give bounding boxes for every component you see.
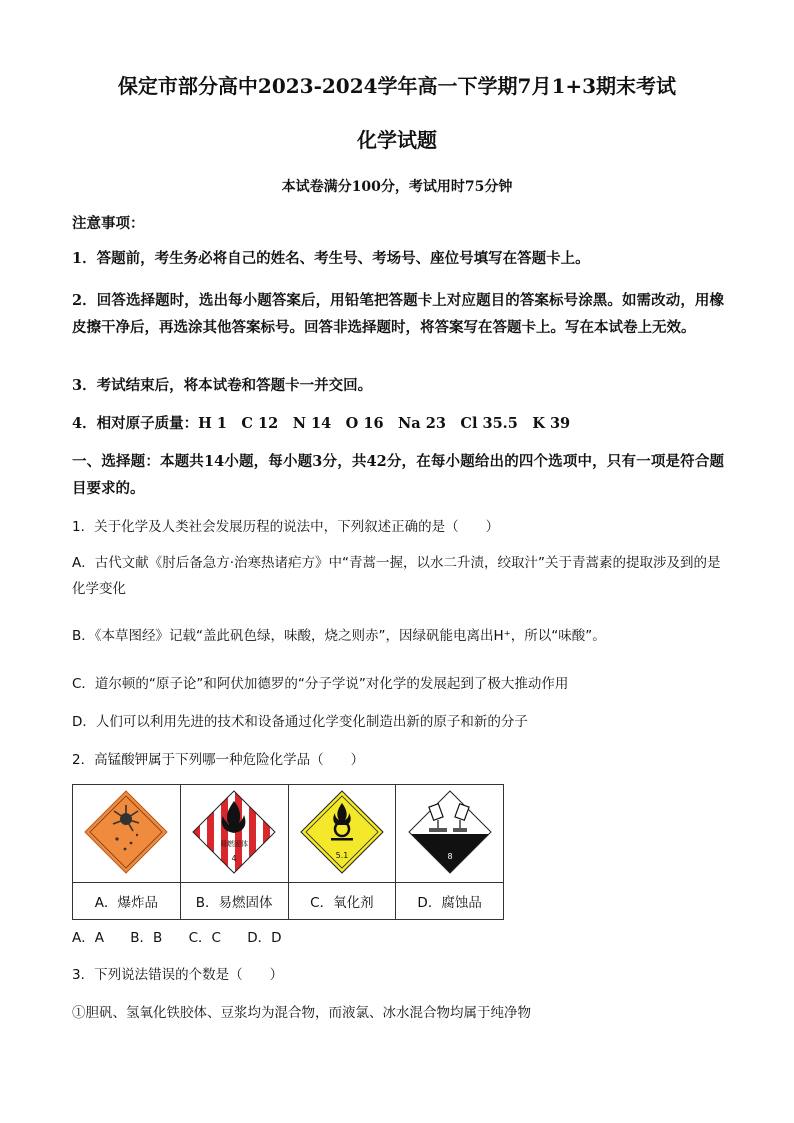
explosive-sign-icon [81, 787, 171, 877]
q3-item-1: ①胆矾、氢氧化铁胶体、豆浆均为混合物，而液氯、冰水混合物均属于纯净物 [72, 1005, 531, 1021]
q2-choice-c: C．C [188, 930, 221, 946]
q1-stem: 1．关于化学及人类社会发展历程的说法中，下列叙述正确的是（ ） [72, 519, 500, 535]
q1-option-b: B．《本草图经》记载“盖此矾色绿，味酸，烧之则赤”，因绿矾能电离出H⁺，所以“味酸”。 [72, 628, 606, 644]
q2-choices [72, 926, 304, 946]
sign-d-number: 8 [447, 851, 453, 861]
hazard-cell-c [288, 785, 396, 883]
sign-b-text: 易燃固体 [220, 839, 249, 848]
q2-choice-d: D．D [247, 930, 282, 946]
oxidizer-sign-icon [297, 787, 387, 877]
subject-title: 化学试题 [357, 128, 437, 152]
corrosive-sign-icon [405, 787, 495, 877]
q1-option-a: A．古代文献《肘后备急方·治寒热诸疟方》中“青蒿一握，以水二升渍，绞取汁”关于青蒿素的提取涉及到的是化学变化 [72, 555, 721, 597]
q2-choice-a: A．A [72, 930, 104, 946]
note-item-2: 2．回答选择题时，选出每小题答案后，用铅笔把答题卡上对应题目的答案标号涂黑。如需改动，用橡皮擦干净后，再选涂其他答案标号。回答非选择题时，将答案写在答题卡上。写在本试卷上无效。 [72, 292, 724, 336]
sign-c-number: 5.1 [335, 850, 349, 860]
q2-choice-b: B．B [130, 930, 163, 946]
q2-stem: 2．高锰酸钾属于下列哪一种危险化学品（ ） [72, 752, 365, 768]
q1-option-d: D．人们可以利用先进的技术和设备通过化学变化制造出新的原子和新的分子 [72, 714, 528, 730]
hazard-sign-table [72, 784, 504, 920]
hazard-cell-d [396, 785, 504, 883]
note-item-1: 1．答题前，考生务必将自己的姓名、考生号、考场号、座位号填写在答题卡上。 [72, 250, 590, 267]
hazard-label-b: B．易燃固体 [180, 883, 288, 920]
notes-heading: 注意事项： [72, 215, 145, 232]
section-heading: 一、选择题：本题共14小题，每小题3分，共42分，在每小题给出的四个选项中，只有一项是符合题目要求的。 [72, 453, 724, 497]
exam-info: 本试卷满分100分，考试用时75分钟 [281, 179, 513, 195]
hazard-cell-b [180, 785, 288, 883]
flammable-solid-sign-icon [189, 787, 279, 877]
note-item-4: 4．相对原子质量：H 1 C 12 N 14 O 16 Na 23 Cl 35.5 K 39 [72, 415, 571, 432]
q3-stem: 3．下列说法错误的个数是（ ） [72, 967, 284, 983]
sign-b-number: 4 [231, 853, 237, 863]
q1-option-c: C．道尔顿的“原子论”和阿伏加德罗的“分子学说”对化学的发展起到了极大推动作用 [72, 676, 569, 692]
exam-title: 保定市部分高中2023-2024学年高一下学期7月1+3期末考试 [117, 74, 677, 98]
hazard-label-d: D．腐蚀品 [396, 883, 504, 920]
hazard-cell-a [73, 785, 181, 883]
note-item-3: 3．考试结束后，将本试卷和答题卡一并交回。 [72, 377, 373, 394]
hazard-label-a: A．爆炸品 [73, 883, 181, 920]
hazard-label-c: C．氧化剂 [288, 883, 396, 920]
